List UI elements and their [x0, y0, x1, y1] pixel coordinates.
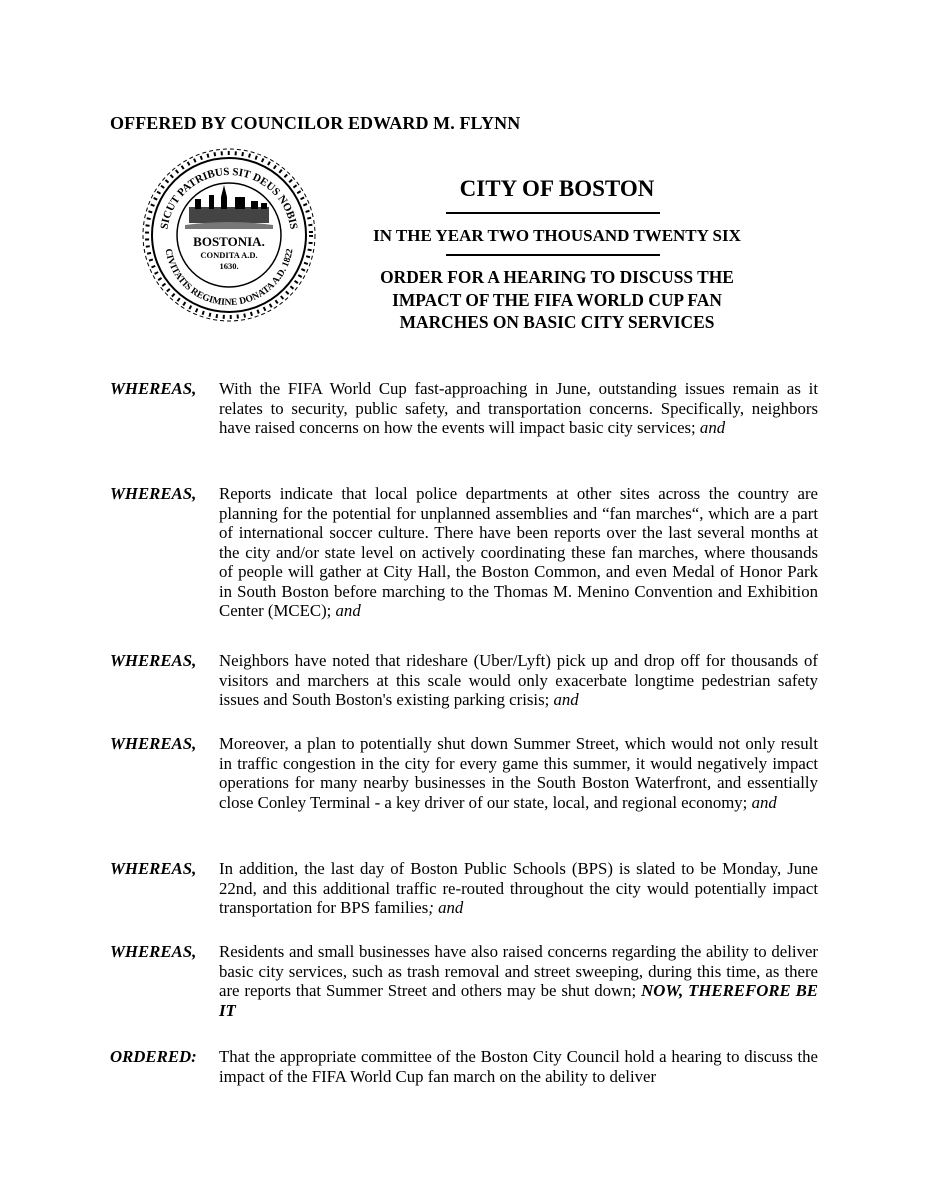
clause-label: WHEREAS,: [110, 651, 197, 670]
clause-text: Neighbors have noted that rideshare (Uber/Lyft) pick up and drop off for thousands of visitors and marchers at this scale would only exacerbate longtime pedestrian safety issues and South Boston's existing parking crisis;: [219, 651, 818, 709]
clause-conjunction: and: [335, 601, 361, 620]
clause-text: Residents and small businesses have also raised concerns regarding the ability to deliver basic city services, such as trash removal and street sweeping, during this time, as there are reports that Summer Street and others may be shut down;: [219, 942, 818, 1000]
offered-by-line: OFFERED BY COUNCILOR EDWARD M. FLYNN: [110, 113, 521, 133]
clause-text: With the FIFA World Cup fast-approaching in June, outstanding issues remain as it relates to security, public safety, and transportation concerns. Specifically, neighbors have raised concerns on how the events will impact basic city services;: [219, 379, 818, 437]
clause-label: WHEREAS,: [110, 859, 197, 878]
clause-conjunction: and: [553, 690, 579, 709]
clause-conjunction: and: [751, 792, 777, 812]
clause-label: WHEREAS,: [110, 484, 197, 503]
clause-label: WHEREAS,: [110, 942, 197, 961]
clause-conjunction: ; and: [428, 898, 464, 917]
whereas-clause: [110, 734, 818, 812]
whereas-clause: [110, 379, 818, 438]
clause-text: That the appropriate committee of the Boston City Council hold a hearing to discuss the impact of the FIFA World Cup fan march on the ability to deliver: [219, 1047, 818, 1086]
whereas-clause: [110, 859, 818, 918]
seal-skyline-illustration: [185, 185, 273, 229]
ordered-clause: [110, 1047, 818, 1086]
seal-founded: CONDITA A.D.: [200, 250, 258, 260]
seal-motto-top: SICUT PATRIBUS SIT DEUS NOBIS: [158, 165, 300, 231]
seal-year: 1630.: [219, 261, 239, 271]
order-title-line: IMPACT OF THE FIFA WORLD CUP FAN: [392, 289, 722, 310]
city-title: CITY OF BOSTON: [459, 176, 655, 201]
whereas-clause: [110, 651, 818, 710]
whereas-clause: [110, 942, 818, 1020]
whereas-clause: [110, 484, 818, 621]
clause-label: WHEREAS,: [110, 734, 197, 753]
title-divider-top: [446, 212, 660, 214]
order-title: [344, 266, 770, 334]
clause-conjunction: and: [699, 418, 726, 437]
clause-text: Moreover, a plan to potentially shut down Summer Street, which would not only result in traffic congestion in the city for every game this summer, it would negatively impact operations for many nearby businesses in the South Boston Waterfront, and essentially close Conley Terminal - a key driver of our state, local, and regional economy;: [219, 734, 818, 812]
order-title-line: MARCHES ON BASIC CITY SERVICES: [399, 312, 715, 332]
seal-name: BOSTONIA.: [193, 234, 265, 249]
clause-text: Reports indicate that local police departments at other sites across the country are planning for the potential for unplanned assemblies and “fan marches“, which are a part of international soccer culture. There have been reports over the last several months at the city and/or state level on actively coordinating these fan marches, where thousands of people will gather at City Hall, the Boston Common, and even Medal of Honor Park in South Boston before marching to the Thomas M. Menino Convention and Exhibition Center (MCEC);: [219, 484, 818, 620]
order-title-line: ORDER FOR A HEARING TO DISCUSS THE: [380, 267, 734, 287]
title-divider-bottom: [446, 254, 660, 256]
clause-text: In addition, the last day of Boston Public Schools (BPS) is slated to be Monday, June 22nd, and this additional traffic re-routed throughout the city would potentially impact transportation for BPS families: [219, 859, 818, 917]
clause-resolution: NOW, THEREFORE BE IT: [219, 981, 818, 1020]
clause-label: WHEREAS,: [110, 379, 197, 398]
seal-motto-bottom: CIVITATIS REGIMINE DONATA A.D. 1822: [162, 247, 296, 309]
city-of-boston-seal: [139, 145, 319, 325]
year-line: IN THE YEAR TWO THOUSAND TWENTY SIX: [373, 226, 741, 245]
clause-label: ORDERED:: [110, 1047, 197, 1066]
